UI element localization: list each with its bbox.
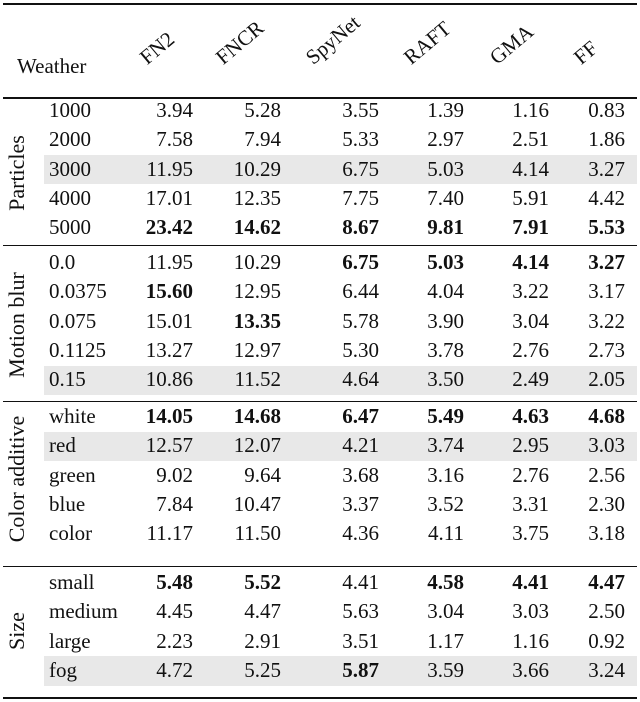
cell-fn2: 23.42 — [145, 215, 193, 240]
cell-raft: 3.78 — [427, 337, 464, 362]
cell-raft: 5.03 — [427, 156, 464, 181]
cell-ff: 4.42 — [588, 185, 625, 210]
row-label: 5000 — [49, 215, 91, 240]
cell-ff: 3.24 — [588, 657, 625, 682]
cell-fncr: 11.52 — [234, 367, 281, 392]
cell-ff: 0.92 — [588, 628, 625, 653]
cell-spynet: 7.75 — [342, 185, 379, 210]
cell-gma: 7.91 — [512, 215, 549, 240]
cell-raft: 3.74 — [427, 433, 464, 458]
cell-fncr: 10.47 — [233, 491, 281, 516]
cell-raft: 1.39 — [427, 98, 464, 122]
cell-fncr: 12.97 — [233, 337, 281, 362]
row-label: white — [49, 404, 96, 428]
cell-gma: 5.91 — [512, 185, 549, 210]
cell-raft: 4.11 — [428, 521, 464, 546]
cell-ff: 2.50 — [588, 599, 625, 624]
row-label: 0.1125 — [49, 337, 106, 362]
row-label: large — [49, 628, 91, 653]
cell-fn2: 9.02 — [156, 462, 193, 487]
cell-fncr: 10.29 — [233, 156, 281, 181]
cell-fn2: 12.57 — [145, 433, 193, 458]
row-label: 0.075 — [49, 308, 97, 333]
cell-fn2: 4.45 — [156, 599, 193, 624]
cell-fn2: 5.48 — [156, 570, 193, 594]
group-label: Particles — [4, 135, 29, 212]
cell-ff: 2.30 — [588, 491, 625, 516]
column-header-spynet: SpyNet — [300, 10, 365, 70]
bottom-rule — [3, 697, 637, 699]
row-label: green — [49, 462, 96, 487]
row-label: medium — [49, 599, 118, 624]
cell-fn2: 2.23 — [156, 628, 193, 653]
cell-fncr: 5.52 — [244, 570, 281, 594]
cell-fncr: 5.28 — [244, 98, 281, 122]
row-label: blue — [49, 491, 86, 516]
cell-spynet: 5.87 — [342, 657, 379, 682]
cell-spynet: 4.21 — [342, 433, 379, 458]
cell-ff: 1.86 — [588, 127, 625, 152]
cell-raft: 2.97 — [427, 127, 464, 152]
cell-spynet: 3.37 — [342, 491, 379, 516]
cell-ff: 3.27 — [588, 250, 625, 274]
cell-fn2: 7.58 — [156, 127, 193, 152]
cell-fncr: 11.50 — [234, 521, 281, 546]
cell-ff: 4.47 — [588, 570, 625, 594]
row-label: 4000 — [49, 185, 91, 210]
cell-raft: 3.59 — [427, 657, 464, 682]
cell-spynet: 6.47 — [342, 404, 379, 428]
weather-column-header: Weather — [17, 54, 87, 78]
cell-raft: 3.90 — [427, 308, 464, 333]
cell-spynet: 6.44 — [342, 279, 379, 304]
cell-spynet: 3.51 — [342, 628, 379, 653]
cell-spynet: 4.41 — [342, 570, 379, 594]
cell-gma: 2.51 — [512, 127, 549, 152]
cell-fn2: 14.05 — [145, 404, 193, 428]
cell-fncr: 7.94 — [244, 127, 281, 152]
cell-fn2: 7.84 — [156, 491, 193, 516]
cell-gma: 4.14 — [512, 156, 549, 181]
cell-gma: 1.16 — [512, 628, 549, 653]
cell-ff: 3.17 — [588, 279, 625, 304]
cell-gma: 2.49 — [512, 367, 549, 392]
group-label: Color additive — [4, 416, 29, 543]
cell-ff: 5.53 — [588, 215, 625, 240]
cell-spynet: 4.36 — [342, 521, 379, 546]
cell-gma: 4.14 — [512, 250, 549, 274]
cell-fncr: 9.64 — [244, 462, 281, 487]
cell-spynet: 5.78 — [342, 308, 379, 333]
cell-ff: 3.03 — [588, 433, 625, 458]
row-label: small — [49, 570, 95, 594]
cell-raft: 5.49 — [427, 404, 464, 428]
cell-raft: 4.04 — [427, 279, 464, 304]
row-label: 1000 — [49, 98, 91, 122]
cell-gma: 3.66 — [512, 657, 549, 682]
cell-spynet: 3.55 — [342, 98, 379, 122]
top-rule — [3, 3, 637, 5]
cell-gma: 3.04 — [512, 308, 549, 333]
row-label: 0.0375 — [49, 279, 107, 304]
cell-spynet: 6.75 — [342, 156, 379, 181]
cell-spynet: 4.64 — [342, 367, 379, 392]
cell-raft: 5.03 — [427, 250, 464, 274]
cell-gma: 3.22 — [512, 279, 549, 304]
row-label: red — [49, 433, 76, 458]
cell-fn2: 17.01 — [145, 185, 193, 210]
cell-raft: 3.52 — [427, 491, 464, 516]
cell-gma: 3.03 — [512, 599, 549, 624]
cell-spynet: 3.68 — [342, 462, 379, 487]
cell-raft: 3.50 — [427, 367, 464, 392]
column-header-raft: RAFT — [398, 16, 456, 70]
cell-ff: 0.83 — [588, 98, 625, 122]
row-label: fog — [49, 657, 77, 682]
cell-gma: 4.63 — [512, 404, 549, 428]
cell-raft: 4.58 — [427, 570, 464, 594]
cell-fncr: 12.07 — [233, 433, 281, 458]
cell-fn2: 11.95 — [146, 250, 193, 274]
group-label: Size — [4, 611, 29, 650]
cell-fncr: 14.68 — [233, 404, 281, 428]
cell-raft: 7.40 — [427, 185, 464, 210]
cell-fn2: 10.86 — [145, 367, 193, 392]
group-separator-rule — [3, 245, 637, 246]
cell-spynet: 6.75 — [342, 250, 379, 274]
cell-fn2: 3.94 — [156, 98, 193, 122]
column-header-fncr: FNCR — [210, 15, 269, 70]
cell-fn2: 15.60 — [145, 279, 193, 304]
cell-gma: 2.76 — [512, 462, 549, 487]
cell-fn2: 13.27 — [145, 337, 193, 362]
cell-raft: 1.17 — [427, 628, 464, 653]
cell-spynet: 5.33 — [342, 127, 379, 152]
cell-fn2: 15.01 — [145, 308, 193, 333]
cell-raft: 3.16 — [427, 462, 464, 487]
cell-fn2: 11.95 — [146, 156, 193, 181]
cell-spynet: 5.30 — [342, 337, 379, 362]
cell-ff: 3.18 — [588, 521, 625, 546]
cell-fn2: 4.72 — [156, 657, 193, 682]
row-label: 2000 — [49, 127, 91, 152]
cell-fncr: 14.62 — [233, 215, 281, 240]
cell-spynet: 5.63 — [342, 599, 379, 624]
cell-gma: 2.76 — [512, 337, 549, 362]
cell-fncr: 2.91 — [244, 628, 281, 653]
cell-gma: 1.16 — [512, 98, 549, 122]
group-label: Motion blur — [4, 272, 29, 379]
cell-gma: 3.31 — [512, 491, 549, 516]
cell-ff: 2.05 — [588, 367, 625, 392]
cell-gma: 4.41 — [512, 570, 549, 594]
cell-fncr: 12.35 — [233, 185, 281, 210]
cell-fncr: 5.25 — [244, 657, 281, 682]
column-header-fn2: FN2 — [134, 26, 179, 70]
cell-gma: 2.95 — [512, 433, 549, 458]
cell-ff: 3.27 — [588, 156, 625, 181]
cell-fncr: 13.35 — [233, 308, 281, 333]
row-label: 0.15 — [49, 367, 86, 392]
cell-raft: 3.04 — [427, 599, 464, 624]
cell-ff: 2.73 — [588, 337, 625, 362]
column-header-gma: GMA — [484, 19, 538, 70]
cell-ff: 3.22 — [588, 308, 625, 333]
cell-spynet: 8.67 — [342, 215, 379, 240]
row-label: 0.0 — [49, 250, 76, 274]
cell-fncr: 12.95 — [233, 279, 281, 304]
cell-ff: 4.68 — [588, 404, 625, 428]
row-label: color — [49, 521, 93, 546]
cell-fncr: 10.29 — [233, 250, 281, 274]
cell-raft: 9.81 — [427, 215, 464, 240]
cell-fncr: 4.47 — [244, 599, 281, 624]
cell-fn2: 11.17 — [146, 521, 193, 546]
column-header-ff: FF — [568, 35, 603, 70]
cell-gma: 3.75 — [512, 521, 549, 546]
group-separator-rule — [3, 566, 637, 567]
row-label: 3000 — [49, 156, 91, 181]
cell-ff: 2.56 — [588, 462, 625, 487]
